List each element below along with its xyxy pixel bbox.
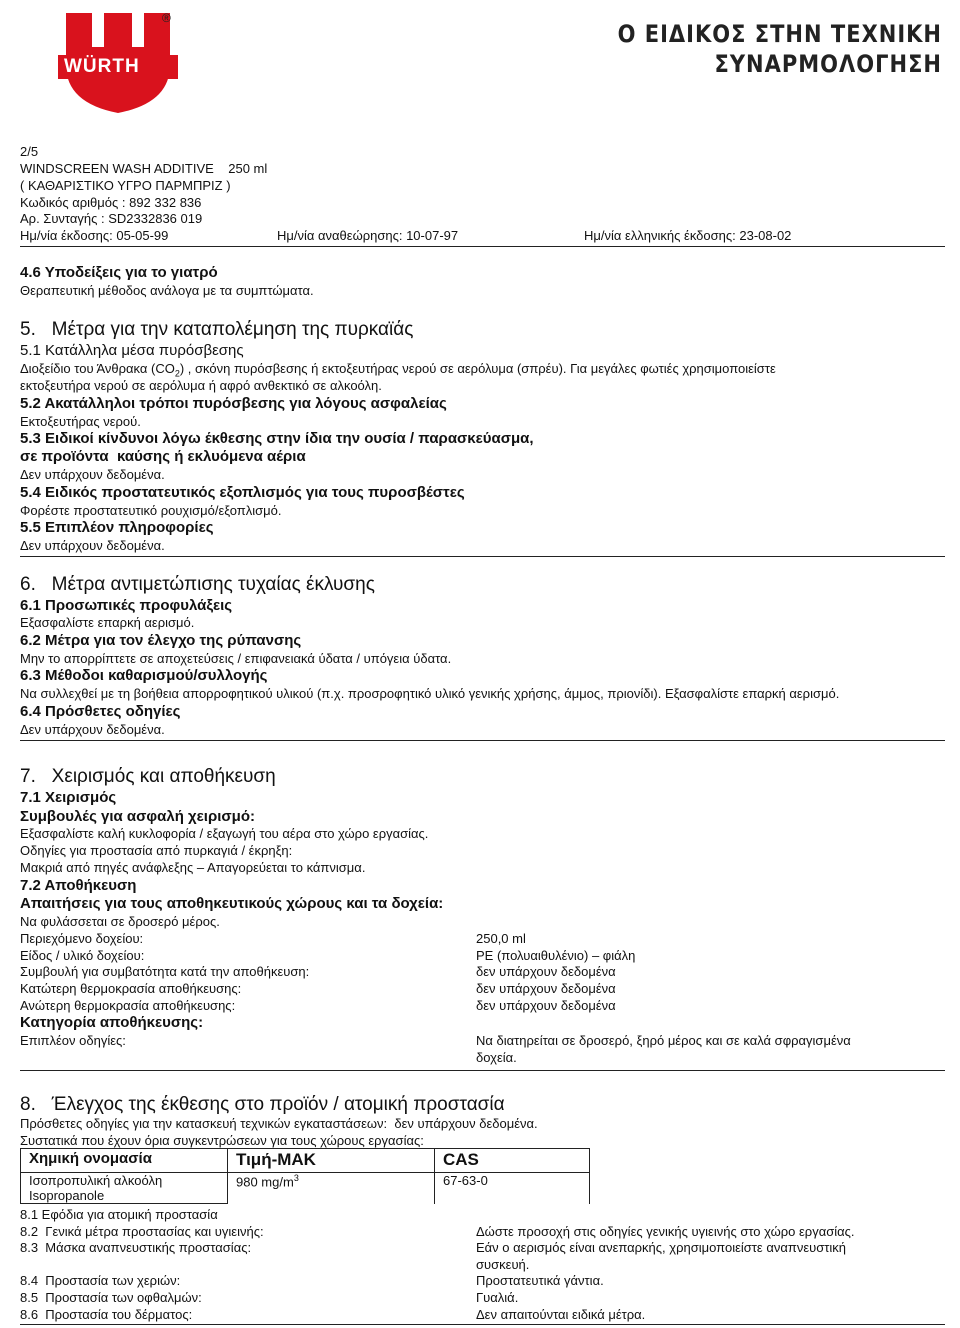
page-number: 2/5 (20, 144, 39, 159)
handling-advice-text: Εξασφαλίστε καλή κυκλοφορία / εξαγωγή του αέρα στο χώρο εργασίας. (20, 826, 429, 841)
ppe-label: 8.2 Γενικά μέτρα προστασίας και υγιεινής: (20, 1224, 264, 1239)
section-5-title: 5. Μέτρα για την καταπολέμηση της πυρκαϊάς (20, 319, 414, 340)
product-name-greek: ( ΚΑΘΑΡΙΣΤΙΚΟ ΥΓΡΟ ΠΑΡΜΠΡΙΖ ) (20, 178, 231, 193)
section-5-2-text: Εκτοξευτήρας νερού. (20, 414, 141, 429)
divider (20, 246, 945, 247)
mak-value-cell: 980 $mg/m^3$ (228, 1173, 435, 1204)
section-6-4-text: Δεν υπάρχουν δεδομένα. (20, 722, 165, 737)
chemical-name-latin: Isopropanole (29, 1188, 105, 1203)
chemical-name-cell (21, 1173, 228, 1204)
section-8-intro-2: Συστατικά που έχουν όρια συγκεντρώσεων για τους χώρους εργασίας: (20, 1133, 424, 1148)
section-8-intro-1: Πρόσθετες οδηγίες για την κατασκευή τεχνικών εγκαταστάσεων: δεν υπάρχουν δεδομένα. (20, 1116, 538, 1131)
prop-label: Είδος / υλικό δοχείου: (20, 948, 145, 963)
prop-label: Συμβουλή για συμβατότητα κατά την αποθήκευση: (20, 964, 310, 979)
ppe-value: Προστατευτικά γάντια. (476, 1273, 604, 1288)
prop-value: δεν υπάρχουν δεδομένα (476, 964, 616, 979)
product-code: Κωδικός αριθμός : 892 332 836 (20, 195, 202, 210)
ppe-value: συσκευή. (476, 1257, 530, 1272)
ppe-value: Εάν ο αερισμός είναι ανεπαρκής, χρησιμοποιείστε αναπνευστική (476, 1240, 847, 1255)
section-4-6-title: 4.6 Υποδείξεις για το γιατρό (20, 264, 218, 281)
section-6-1-title: 6.1 Προσωπικές προφυλάξεις (20, 597, 233, 614)
ppe-label: 8.4 Προστασία των χεριών: (20, 1273, 181, 1288)
section-5-3-title-2: σε προϊόντα καύσης ή εκλυόμενα αέρια (20, 448, 306, 465)
ppe-value: Δεν απαιτούνται ειδικά μέτρα. (476, 1307, 646, 1322)
prop-value: δεν υπάρχουν δεδομένα (476, 981, 616, 996)
extra-instructions-label: Επιπλέον οδηγίες: (20, 1033, 126, 1048)
section-7-1-title: 7.1 Χειρισμός (20, 789, 117, 806)
prop-value: 250,0 ml (476, 931, 526, 946)
section-8-title: 8. Έλεγχος της έκθεσης στο προϊόν / ατομική προστασία (20, 1094, 505, 1115)
slogan-line-2: ΣΥΝΑΡΜΟΛΟΓΗΣΗ (714, 50, 942, 78)
section-5-1-title: 5.1 Κατάλληλα μέσα πυρόσβεσης (20, 342, 244, 359)
column-header: Χημική ονομασία (21, 1149, 228, 1173)
column-header: Τιμή-MAK (228, 1149, 435, 1173)
section-6-3-text: Να συλλεχθεί με τη βοήθεια απορροφητικού υλικού (π.χ. προσροφητικό υλικό γενικής χρήσης, άμμος, πριονίδι). Εξασφαλίστε επαρκή αερισμό. (20, 686, 840, 701)
prop-label: Κατώτερη θερμοκρασία αποθήκευσης: (20, 981, 242, 996)
table-header-row (21, 1149, 590, 1173)
section-6-title: 6. Μέτρα αντιμετώπισης τυχαίας έκλυσης (20, 574, 375, 595)
extra-instructions-value-1: Να διατηρείται σε δροσερό, ξηρό μέρος και σε καλά σφραγισμένα (476, 1033, 851, 1048)
fire-protection-text: Μακριά από πηγές ανάφλεξης – Απαγορεύεται το κάπνισμα. (20, 860, 366, 875)
section-6-3-title: 6.3 Μέθοδοι καθαρισμού/συλλογής (20, 667, 268, 684)
issue-date: Ημ/νία έκδοσης: 05-05-99 (20, 228, 169, 243)
registered-mark: ® (162, 11, 171, 25)
storage-category-title: Κατηγορία αποθήκευσης: (20, 1014, 204, 1031)
logo-text: WÜRTH (64, 56, 140, 77)
table-row (21, 1173, 590, 1204)
slogan-line-1: Ο ΕΙΔΙΚΟΣ ΣΤΗΝ ΤΕΧΝΙΚΗ (617, 20, 942, 48)
divider (20, 556, 945, 557)
section-6-2-text: Μην το απορρίπτετε σε αποχετεύσεις / επιφανειακά ύδατα / υπόγεια ύδατα. (20, 651, 452, 666)
section-5-5-text: Δεν υπάρχουν δεδομένα. (20, 538, 165, 553)
ppe-value: Δώστε προσοχή στις οδηγίες γενικής υγιεινής στο χώρο εργασίας. (476, 1224, 855, 1239)
recipe-number: Αρ. Συνταγής : SD2332836 019 (20, 211, 203, 226)
prop-value: PE (πολυαιθυλένιο) – φιάλη (476, 948, 636, 963)
prop-label: Ανώτερη θερμοκρασία αποθήκευσης: (20, 998, 236, 1013)
divider (20, 1324, 945, 1325)
product-name: WINDSCREEN WASH ADDITIVE 250 ml (20, 161, 268, 176)
section-5-1-line-1: Διοξείδιο του Άνθρακα $(CO_2)$ , σκόνη πυρόσβεσης ή εκτοξευτήρας νερού σε αερόλυμα (σπρέυ). Για μεγάλες φωτιές χρησιμοποιείστε (20, 361, 776, 379)
section-5-3-text: Δεν υπάρχουν δεδομένα. (20, 467, 165, 482)
wurth-logo (58, 5, 178, 117)
section-5-2-title: 5.2 Ακατάλληλοι τρόποι πυρόσβεσης για λόγους ασφαλείας (20, 395, 447, 412)
divider (20, 1070, 945, 1071)
section-4-6-text: Θεραπευτική μέθοδος ανάλογα με τα συμπτώματα. (20, 283, 314, 298)
fire-protection-title: Οδηγίες για προστασία από πυρκαγιά / έκρηξη: (20, 843, 293, 858)
chemical-name-greek: Ισοπροπυλική αλκοόλη (29, 1173, 163, 1188)
prop-label: Περιεχόμενο δοχείου: (20, 931, 144, 946)
ppe-label: 8.5 Προστασία των οφθαλμών: (20, 1290, 202, 1305)
section-5-3-title-1: 5.3 Ειδικοί κίνδυνοι λόγω έκθεσης στην ίδια την ουσία / παρασκεύασμα, (20, 430, 534, 447)
storage-requirements-text: Να φυλάσσεται σε δροσερό μέρος. (20, 914, 220, 929)
section-5-5-title: 5.5 Επιπλέον πληροφορίες (20, 519, 214, 536)
section-8-1: 8.1 Εφόδια για ατομική προστασία (20, 1207, 218, 1222)
section-5-4-text: Φορέστε προστατευτικό ρουχισμό/εξοπλισμό. (20, 503, 282, 518)
section-7-title: 7. Χειρισμός και αποθήκευση (20, 766, 276, 787)
divider (20, 740, 945, 741)
ppe-label: 8.6 Προστασία του δέρματος: (20, 1307, 193, 1322)
section-6-4-title: 6.4 Πρόσθετες οδηγίες (20, 703, 181, 720)
section-5-1-line-2: εκτοξευτήρα νερού σε αερόλυμα ή αφρό ανθεκτικό σε αλκοόλη. (20, 378, 382, 393)
revision-date: Ημ/νία αναθεώρησης: 10-07-97 (277, 228, 459, 243)
extra-instructions-value-2: δοχεία. (476, 1050, 517, 1065)
handling-advice-title: Συμβουλές για ασφαλή χειρισμό: (20, 808, 256, 825)
prop-value: δεν υπάρχουν δεδομένα (476, 998, 616, 1013)
column-header: CAS (435, 1149, 590, 1173)
storage-requirements-title: Απαιτήσεις για τους αποθηκευτικούς χώρους και τα δοχεία: (20, 895, 444, 912)
cas-cell: 67-63-0 (435, 1173, 590, 1204)
exposure-limits-table (20, 1148, 590, 1204)
ppe-label: 8.3 Μάσκα αναπνευστικής προστασίας: (20, 1240, 252, 1255)
section-6-1-text: Εξασφαλίστε επαρκή αερισμό. (20, 615, 195, 630)
ppe-value: Γυαλιά. (476, 1290, 519, 1305)
section-5-4-title: 5.4 Ειδικός προστατευτικός εξοπλισμός για τους πυροσβέστες (20, 484, 465, 501)
section-7-2-title: 7.2 Αποθήκευση (20, 877, 137, 894)
greek-issue-date: Ημ/νία ελληνικής έκδοσης: 23-08-02 (584, 228, 792, 243)
section-6-2-title: 6.2 Μέτρα για τον έλεγχο της ρύπανσης (20, 632, 302, 649)
